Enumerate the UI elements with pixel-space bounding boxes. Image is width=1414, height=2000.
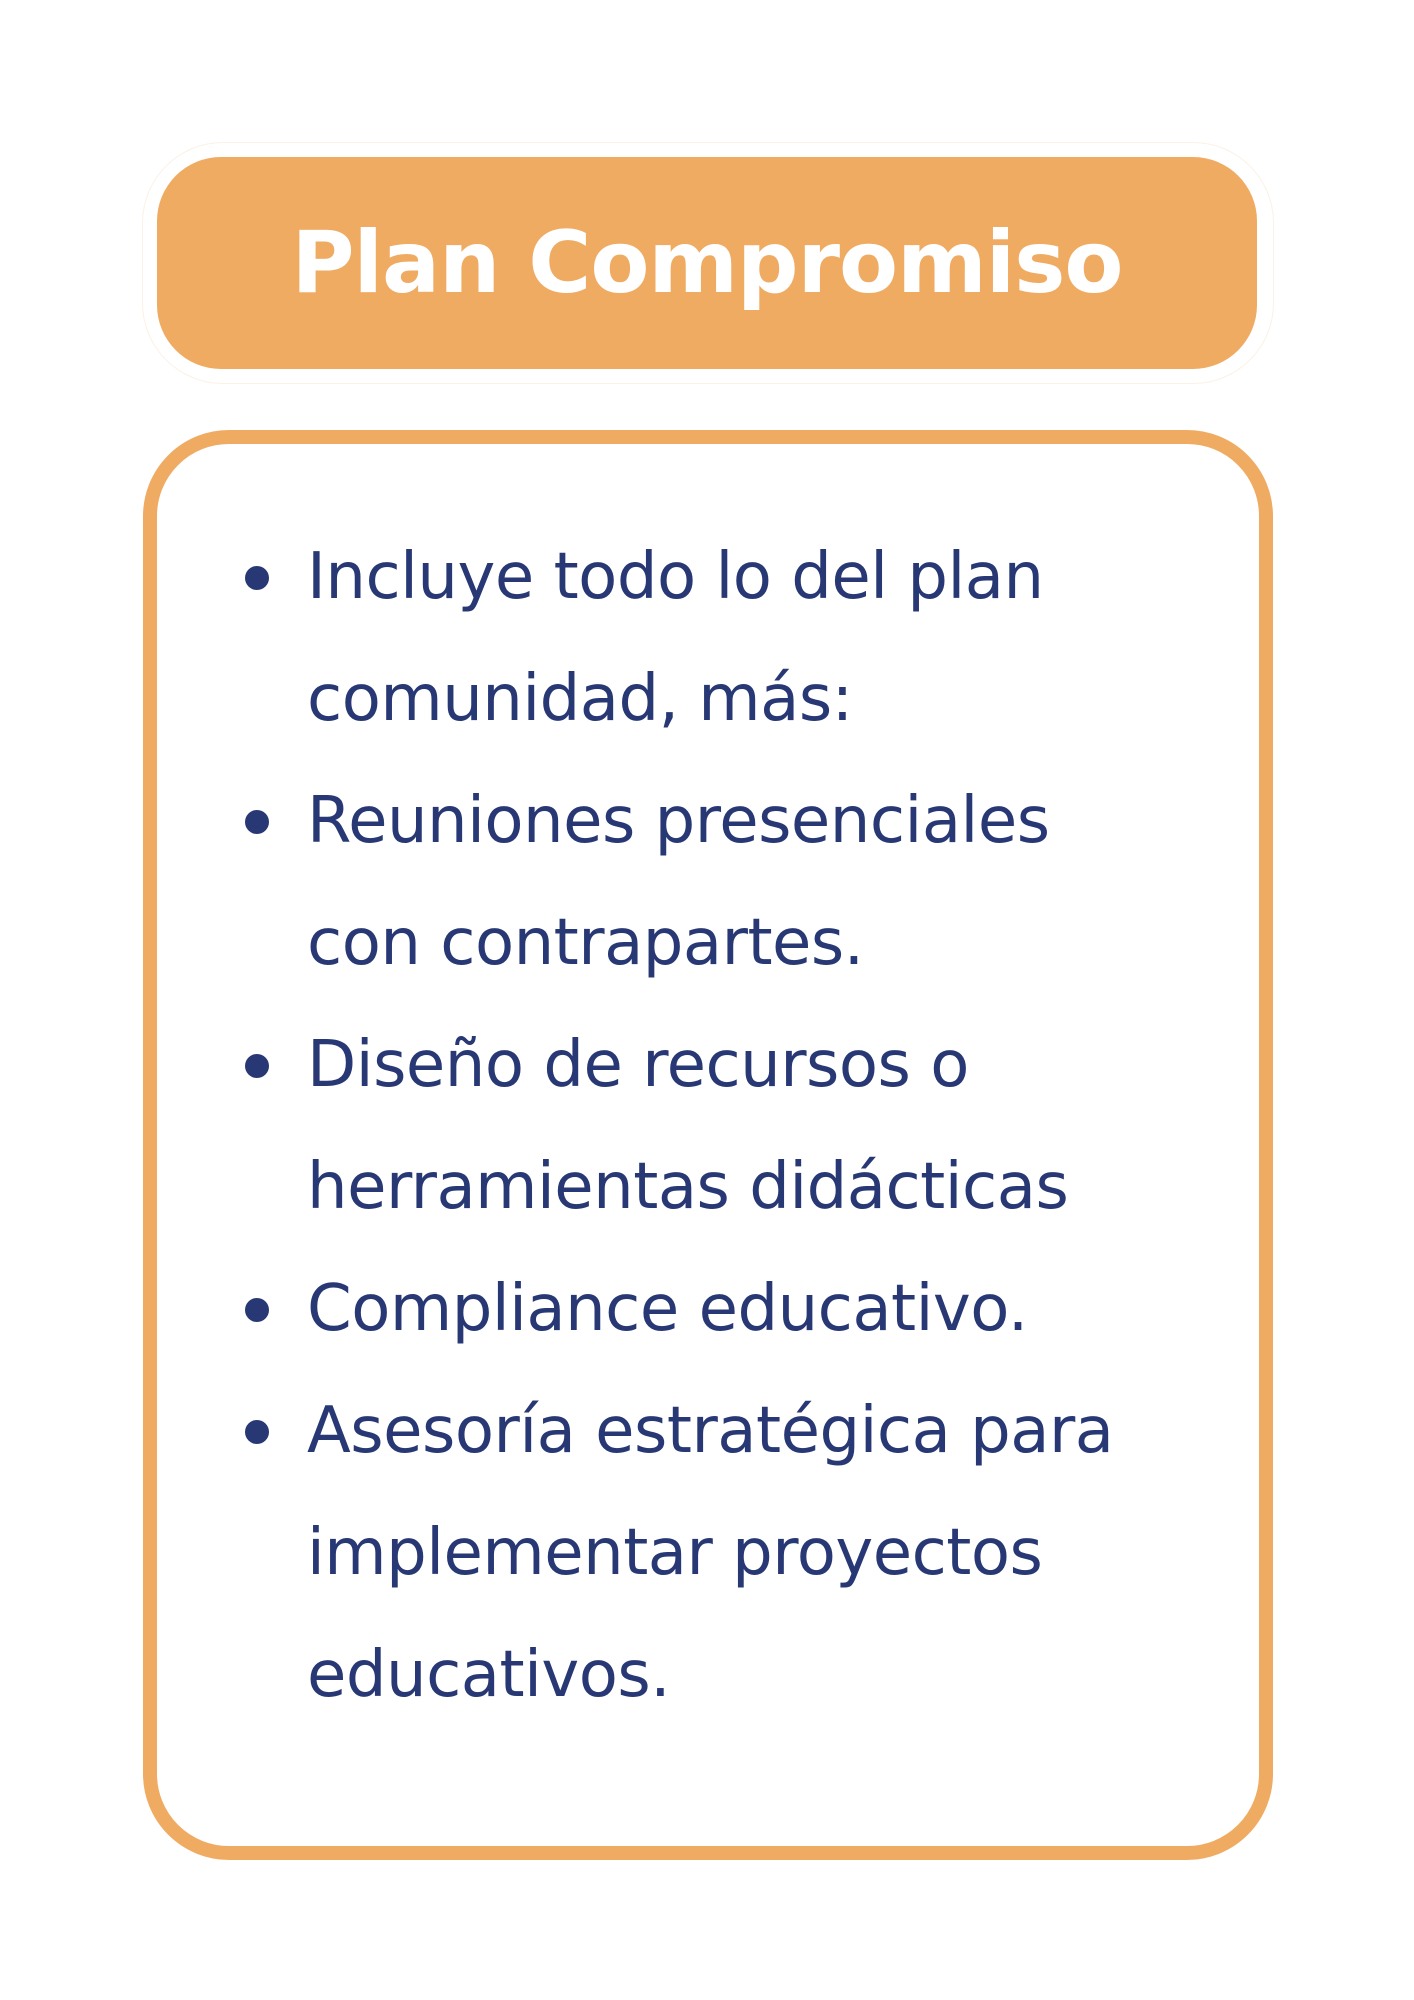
bullet-icon (245, 1420, 269, 1444)
feature-text: con contrapartes. (307, 906, 864, 980)
feature-text: Asesoría estratégica para (307, 1394, 1114, 1468)
feature-text: educativos. (307, 1638, 671, 1712)
feature-text: Incluye todo lo del plan (307, 540, 1044, 614)
features-card (143, 430, 1273, 1860)
feature-text: comunidad, más: (307, 662, 853, 736)
bullet-icon (245, 1298, 269, 1322)
feature-text: Diseño de recursos o (307, 1028, 969, 1102)
plan-header (157, 157, 1257, 369)
feature-text: implementar proyectos (307, 1516, 1043, 1590)
feature-item (157, 516, 1259, 760)
feature-text: Reuniones presenciales (307, 784, 1050, 858)
bullet-icon (245, 1054, 269, 1078)
feature-item (157, 1370, 1259, 1736)
feature-text: herramientas didácticas (307, 1150, 1069, 1224)
feature-item (157, 1004, 1259, 1248)
feature-item (157, 1248, 1259, 1370)
plan-title: Plan Compromiso (291, 213, 1123, 313)
feature-list (157, 516, 1259, 1736)
bullet-icon (245, 566, 269, 590)
bullet-icon (245, 810, 269, 834)
feature-item (157, 760, 1259, 1004)
feature-text: Compliance educativo. (307, 1272, 1028, 1346)
